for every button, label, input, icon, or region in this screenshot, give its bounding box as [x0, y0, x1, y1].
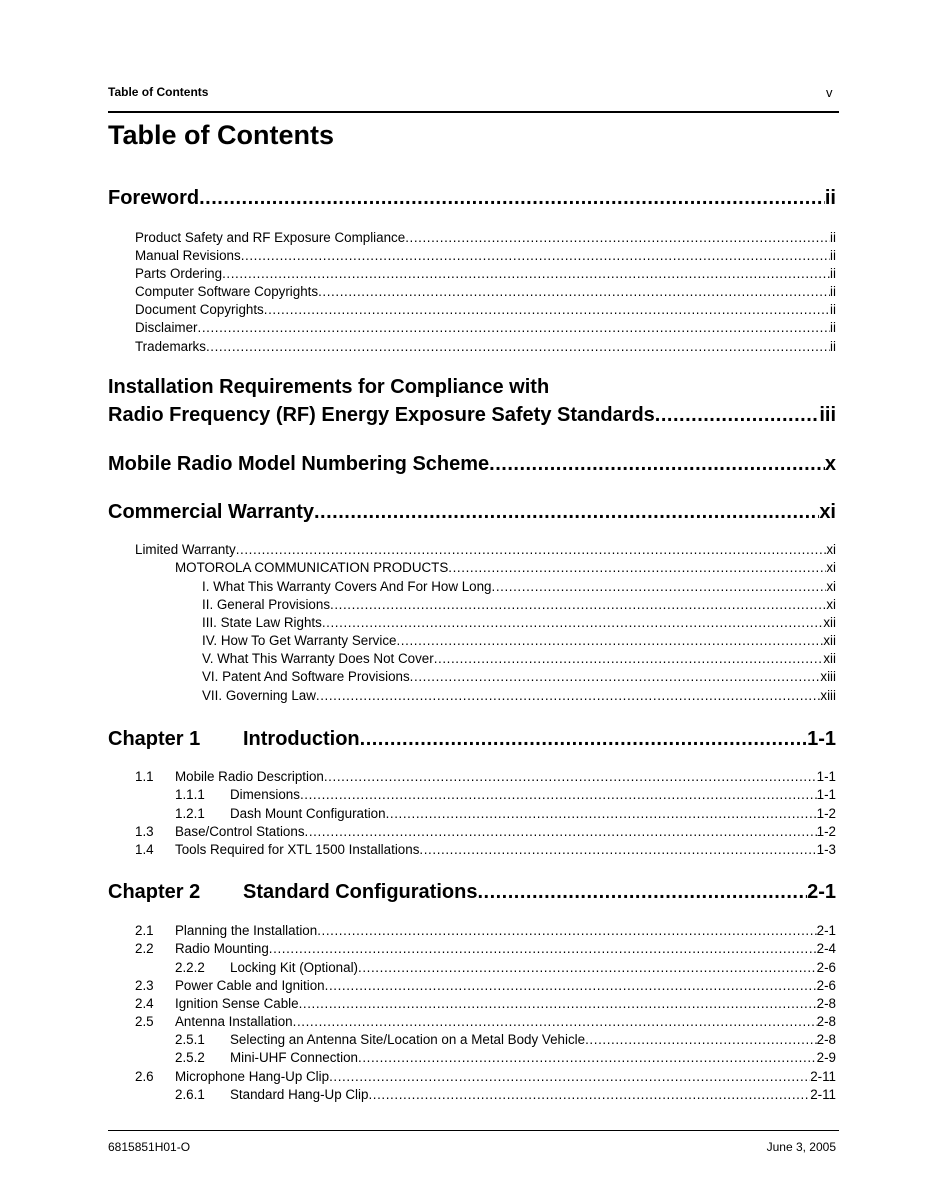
section-number: 1.4: [135, 842, 154, 857]
toc-entry-label: Limited Warranty: [135, 542, 236, 557]
toc-entry[interactable]: [135, 265, 836, 283]
footer-doc-number: 6815851H01-O: [108, 1140, 191, 1154]
toc-entry-label: VII. Governing Law: [202, 688, 316, 703]
toc-entry-label: Dimensions: [230, 787, 300, 802]
toc-entry-label: Microphone Hang-Up Clip: [175, 1069, 330, 1084]
toc-entry-page: xi: [819, 501, 836, 523]
toc-entry[interactable]: [135, 922, 836, 940]
leader-dots: [198, 319, 831, 337]
toc-entry[interactable]: [135, 823, 836, 841]
toc-entry-page: xi: [826, 597, 836, 612]
toc-entry[interactable]: [135, 940, 836, 958]
toc-entry-page: ii: [830, 320, 836, 335]
section-number: 2.6.1: [175, 1087, 205, 1102]
toc-entry-page: ii: [824, 187, 836, 209]
leader-dots: [269, 940, 817, 958]
leader-dots: [434, 650, 824, 668]
section-number: 2.1: [135, 923, 154, 938]
toc-entry[interactable]: [135, 319, 836, 337]
toc-entry-page: x: [824, 453, 836, 475]
toc-entry-page: ii: [830, 284, 836, 299]
running-header-title: Table of Contents: [108, 85, 209, 99]
toc-entry-page: ii: [830, 230, 836, 245]
toc-entry-label: Ignition Sense Cable: [175, 996, 299, 1011]
toc-entry[interactable]: [202, 668, 836, 686]
leader-dots: [264, 301, 830, 319]
toc-entry[interactable]: [135, 1013, 836, 1031]
toc-entry-page: ii: [830, 248, 836, 263]
toc-entry-label: Standard Configurations: [243, 881, 478, 903]
leader-dots: [206, 338, 830, 356]
leader-dots: [329, 1068, 810, 1086]
toc-entry-label: I. What This Warranty Covers And For How Long: [202, 579, 492, 594]
header-rule: [108, 111, 839, 113]
section-number: 2.3: [135, 978, 154, 993]
toc-entry-page: ii: [830, 266, 836, 281]
page-title: Table of Contents: [108, 120, 334, 150]
toc-entry-label: Antenna Installation: [175, 1014, 293, 1029]
leader-dots: [448, 559, 826, 577]
toc-entry-label: Mobile Radio Model Numbering Scheme: [108, 453, 490, 475]
toc-entry[interactable]: [202, 632, 836, 650]
toc-entry-page: xii: [823, 633, 836, 648]
section-number: 1.1: [135, 769, 154, 784]
toc-entry-page: 1-1: [816, 769, 836, 784]
toc-entry-page: 2-11: [810, 1069, 836, 1084]
leader-dots: [492, 578, 827, 596]
leader-dots: [330, 596, 826, 614]
toc-entry-page: 2-1: [816, 923, 836, 938]
toc-entry-page: xiii: [820, 669, 836, 684]
toc-chapter-1[interactable]: [108, 726, 836, 752]
section-number: 1.1.1: [175, 787, 205, 802]
toc-entry-label: V. What This Warranty Does Not Cover: [202, 651, 434, 666]
toc-entry-page: ii: [830, 339, 836, 354]
toc-entry[interactable]: [175, 805, 836, 823]
toc-entry[interactable]: [202, 578, 836, 596]
leader-dots: [293, 1013, 817, 1031]
leader-dots: [368, 1086, 810, 1104]
leader-dots: [489, 451, 825, 477]
toc-entry[interactable]: [135, 977, 836, 995]
toc-entry-page: xii: [823, 651, 836, 666]
toc-entry-label: Product Safety and RF Exposure Compliance: [135, 230, 406, 245]
toc-entry[interactable]: [202, 687, 836, 705]
leader-dots: [360, 726, 807, 752]
toc-entry-label: Document Copyrights: [135, 302, 264, 317]
toc-entry[interactable]: [135, 283, 836, 301]
toc-entry-label: Dash Mount Configuration: [230, 806, 386, 821]
toc-entry-page: ii: [830, 302, 836, 317]
toc-entry-label: VI. Patent And Software Provisions: [202, 669, 410, 684]
leader-dots: [655, 402, 820, 428]
toc-entry[interactable]: [202, 596, 836, 614]
leader-dots: [405, 229, 830, 247]
toc-entry-page: xii: [823, 615, 836, 630]
section-number: 2.5: [135, 1014, 154, 1029]
toc-entry-page: 1-1: [816, 787, 836, 802]
leader-dots: [396, 632, 823, 650]
section-number: 2.2.2: [175, 960, 205, 975]
leader-dots: [477, 879, 807, 905]
toc-entry-model-numbering[interactable]: [108, 451, 836, 477]
toc-entry-foreword[interactable]: [108, 185, 836, 211]
leader-dots: [419, 841, 816, 859]
leader-dots: [386, 805, 817, 823]
leader-dots: [585, 1031, 817, 1049]
toc-entry-page: iii: [819, 404, 836, 426]
leader-dots: [410, 668, 821, 686]
toc-entry-page: 2-9: [816, 1050, 836, 1065]
section-number: 2.4: [135, 996, 154, 1011]
leader-dots: [199, 185, 825, 211]
toc-entry-page: 2-8: [816, 996, 836, 1011]
toc-entry-page: 2-8: [816, 1032, 836, 1047]
leader-dots: [322, 614, 824, 632]
toc-chapter-2[interactable]: [108, 879, 836, 905]
toc-entry[interactable]: [135, 301, 836, 319]
leader-dots: [324, 768, 817, 786]
toc-entry-label: Manual Revisions: [135, 248, 241, 263]
toc-entry[interactable]: [175, 1031, 836, 1049]
chapter-number: Chapter 1: [108, 728, 201, 750]
section-number: 1.3: [135, 824, 154, 839]
toc-entry-page: 1-2: [816, 806, 836, 821]
toc-entry[interactable]: [135, 541, 836, 559]
toc-entry-page: 2-1: [807, 881, 836, 903]
leader-dots: [358, 1049, 817, 1067]
toc-entry-label: Trademarks: [135, 339, 206, 354]
toc-entry-label: Selecting an Antenna Site/Location on a Metal Body Vehicle: [230, 1032, 586, 1047]
leader-dots: [222, 265, 830, 283]
section-number: 1.2.1: [175, 806, 205, 821]
leader-dots: [241, 247, 830, 265]
leader-dots: [299, 995, 817, 1013]
leader-dots: [305, 823, 817, 841]
toc-entry-label: Mini-UHF Connection: [230, 1050, 358, 1065]
toc-entry-label: Base/Control Stations: [175, 824, 305, 839]
toc-entry-page: 2-4: [816, 941, 836, 956]
toc-entry-page: 2-6: [816, 960, 836, 975]
leader-dots: [316, 687, 820, 705]
leader-dots: [317, 922, 816, 940]
toc-entry-label: Tools Required for XTL 1500 Installations: [175, 842, 420, 857]
toc-entry-label: Planning the Installation: [175, 923, 318, 938]
toc-entry[interactable]: [202, 614, 836, 632]
toc-entry-installation[interactable]: [108, 402, 836, 428]
leader-dots: [314, 499, 819, 525]
toc-entry[interactable]: [135, 229, 836, 247]
leader-dots: [358, 959, 817, 977]
toc-entry-page: 1-1: [807, 728, 836, 750]
toc-entry-page: xiii: [820, 688, 836, 703]
toc-entry-commercial-warranty[interactable]: [108, 499, 836, 525]
toc-entry[interactable]: [175, 786, 836, 804]
toc-entry-page: xi: [826, 542, 836, 557]
toc-entry[interactable]: [135, 995, 836, 1013]
section-number: 2.6: [135, 1069, 154, 1084]
toc-entry-page: 2-6: [816, 978, 836, 993]
toc-entry-page: 2-11: [810, 1087, 836, 1102]
toc-entry[interactable]: [175, 559, 836, 577]
running-header-page-number: v: [826, 85, 833, 100]
toc-entry[interactable]: [135, 247, 836, 265]
toc-entry-label: Mobile Radio Description: [175, 769, 324, 784]
leader-dots: [236, 541, 827, 559]
section-number: 2.5.2: [175, 1050, 205, 1065]
leader-dots: [325, 977, 817, 995]
toc-entry-label: Introduction: [243, 728, 360, 750]
toc-entry-label: Power Cable and Ignition: [175, 978, 325, 993]
toc-entry[interactable]: [135, 1068, 836, 1086]
footer-date: June 3, 2005: [766, 1140, 836, 1154]
toc-entry[interactable]: [202, 650, 836, 668]
leader-dots: [318, 283, 830, 301]
section-number: 2.5.1: [175, 1032, 205, 1047]
toc-entry-label: Standard Hang-Up Clip: [230, 1087, 369, 1102]
toc-entry-installation-line1[interactable]: Installation Requirements for Compliance with: [108, 376, 550, 398]
section-number: 2.2: [135, 941, 154, 956]
toc-entry[interactable]: [175, 1086, 836, 1104]
toc-entry-label: Radio Mounting: [175, 941, 269, 956]
toc-entry-label: II. General Provisions: [202, 597, 331, 612]
footer-rule: [108, 1130, 839, 1131]
toc-entry-page: 1-3: [816, 842, 836, 857]
toc-entry[interactable]: [135, 768, 836, 786]
toc-entry-label: Radio Frequency (RF) Energy Exposure Safety Standards: [108, 404, 655, 426]
toc-entry[interactable]: [175, 1049, 836, 1067]
toc-entry-label: Locking Kit (Optional): [230, 960, 359, 975]
leader-dots: [300, 786, 817, 804]
toc-entry-page: 1-2: [816, 824, 836, 839]
toc-entry[interactable]: [135, 841, 836, 859]
toc-entry-label: Parts Ordering: [135, 266, 223, 281]
toc-entry-label: MOTOROLA COMMUNICATION PRODUCTS: [175, 560, 449, 575]
toc-entry-label: Disclaimer: [135, 320, 198, 335]
toc-entry-page: 2-8: [816, 1014, 836, 1029]
toc-entry[interactable]: [135, 338, 836, 356]
toc-entry-label: Computer Software Copyrights: [135, 284, 319, 299]
toc-entry-label: Commercial Warranty: [108, 501, 314, 523]
toc-entry-label: III. State Law Rights: [202, 615, 322, 630]
toc-entry-page: xi: [826, 560, 836, 575]
toc-entry-page: xi: [826, 579, 836, 594]
toc-entry[interactable]: [175, 959, 836, 977]
toc-entry-label: IV. How To Get Warranty Service: [202, 633, 397, 648]
chapter-number: Chapter 2: [108, 881, 201, 903]
toc-entry-label: Foreword: [108, 187, 200, 209]
